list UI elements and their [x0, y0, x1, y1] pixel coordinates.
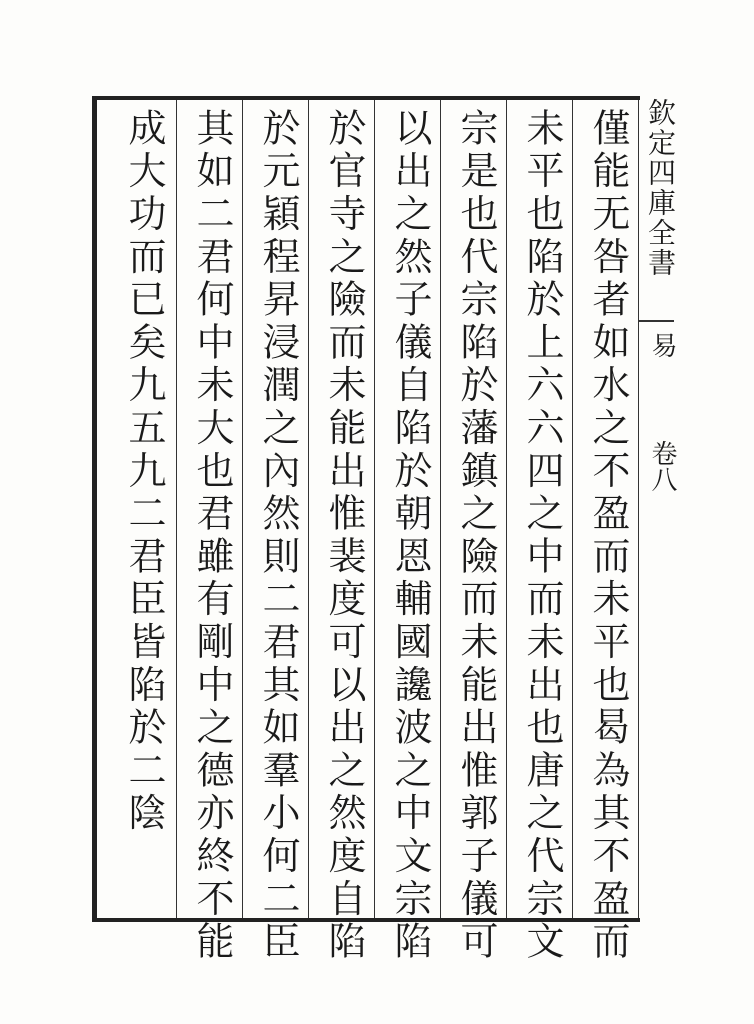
column-divider	[176, 100, 177, 918]
column-divider	[440, 100, 441, 918]
text-column-7: 其如二君何中未大也君雖有剛中之德亦終不能	[190, 108, 234, 964]
text-column-1: 僅能无咎者如水之不盈而未平也曷為其不盈而	[586, 108, 630, 964]
text-column-8: 成大功而已矣九五九二君臣皆陷於二陰	[122, 108, 166, 836]
column-divider	[374, 100, 375, 918]
text-column-5: 於官寺之險而未能出惟裴度可以出之然度自陷	[322, 108, 366, 964]
column-divider	[506, 100, 507, 918]
margin-book: 易	[647, 332, 677, 358]
margin-juan: 卷八	[647, 440, 677, 492]
margin-title: 欽定四庫全書	[644, 98, 677, 278]
column-divider	[242, 100, 243, 918]
text-column-3: 宗是也代宗陷於藩鎮之險而未能出惟郭子儀可	[454, 108, 498, 964]
column-divider	[572, 100, 573, 918]
text-column-4: 以出之然子儀自陷於朝恩輔國讒波之中文宗陷	[388, 108, 432, 964]
text-column-2: 未平也陷於上六六四之中而未出也唐之代宗文	[520, 108, 564, 964]
margin-rule	[638, 320, 674, 322]
column-divider	[638, 100, 639, 918]
column-divider	[308, 100, 309, 918]
text-column-6: 於元穎程昇浸潤之內然則二君其如羣小何二臣	[256, 108, 300, 964]
